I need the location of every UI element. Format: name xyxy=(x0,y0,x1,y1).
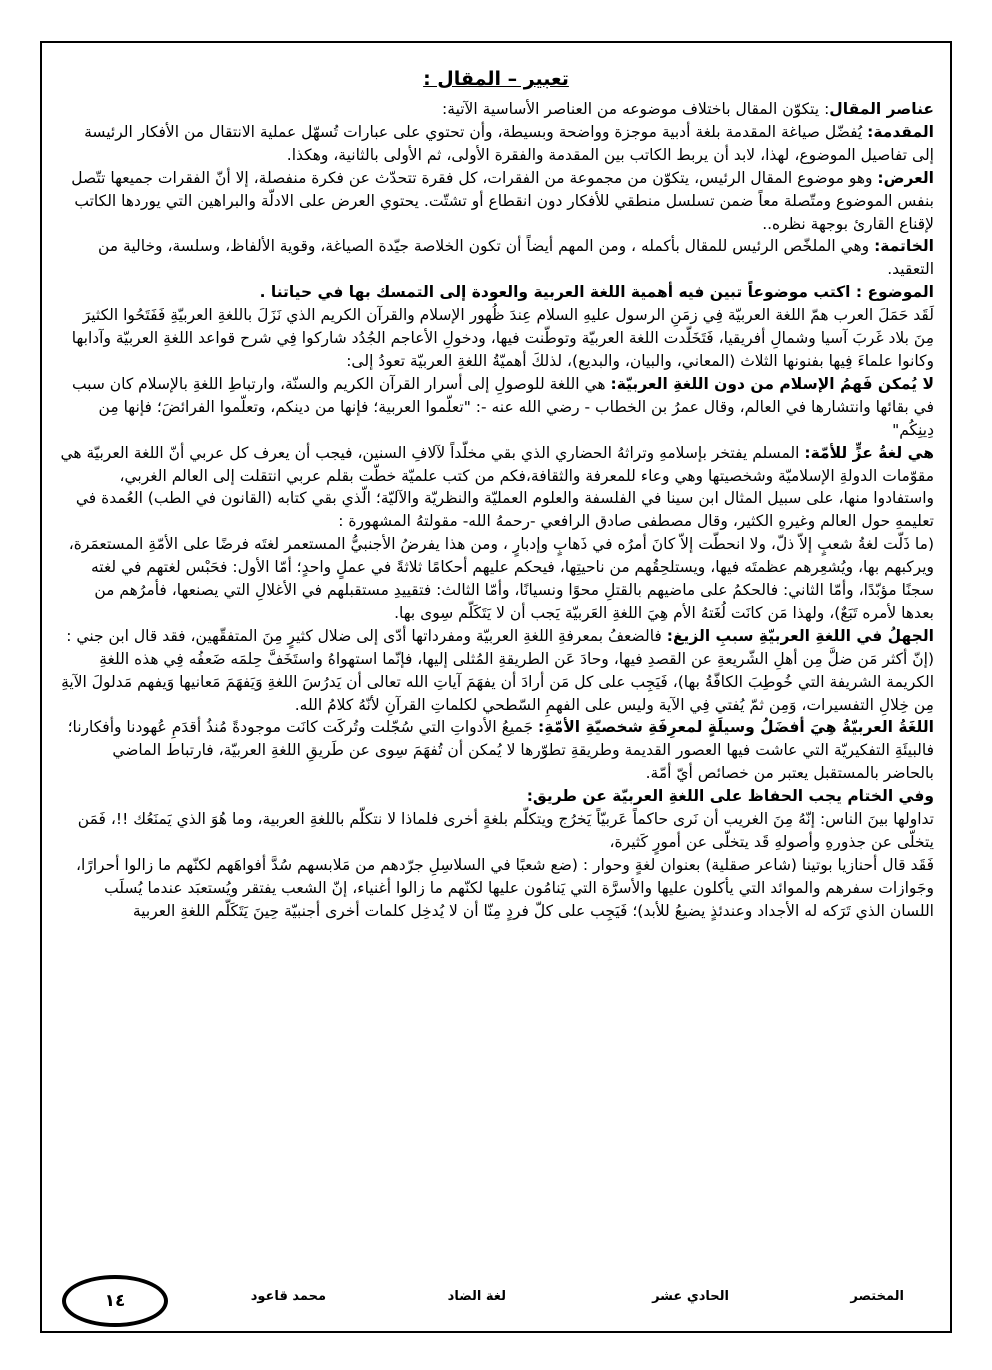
paragraph-heading: لا يُمكن فَهمُ الإسلام من دون اللغةِ العربيّة: xyxy=(610,374,934,393)
paragraph-heading: المقدمة: xyxy=(867,122,934,141)
paragraph xyxy=(58,785,934,808)
paragraph-heading: الموضوع : xyxy=(855,283,934,302)
paragraph-heading: العرض: xyxy=(877,168,934,187)
paragraph-heading: الخاتمة: xyxy=(874,237,934,256)
paragraphs xyxy=(58,98,934,923)
paragraph xyxy=(58,716,934,785)
paragraph-heading: وفي الختام يجب الحفاظ على اللغةِ العربيّة عن طريق: xyxy=(526,787,934,806)
page-footer xyxy=(58,1275,934,1325)
paragraph xyxy=(58,625,934,717)
paragraph-text: وهي الملخّص الرئيس للمقال بأكمله ، ومن المهم أيضاً أن تكون الخلاصة جيّدة الصياغة، وقوية الألفاظ، وسلسة، وخالية من التعقيد. xyxy=(97,237,934,279)
page-title: تعبير – المقال : xyxy=(423,68,569,90)
paragraph-heading: اللغَةُ العربيّةُ هِيَ أفضَلُ وسيلَةٍ لمعرِفَةِ شخصيّةِ الأمّةِ: xyxy=(538,718,934,737)
paragraph xyxy=(58,808,934,854)
document-body xyxy=(58,66,934,923)
footer-author: محمد قاعود xyxy=(250,1289,326,1304)
paragraph-heading: عناصر المقال xyxy=(829,100,934,118)
paragraph xyxy=(58,121,934,167)
footer-subject: المختصر xyxy=(850,1289,904,1304)
paragraph-heading: الجهلُ في اللغةِ العربيّةِ سببِ الزيغ: xyxy=(666,626,934,645)
paragraph xyxy=(58,304,934,373)
paragraph xyxy=(58,373,934,442)
paragraph xyxy=(58,281,934,304)
paragraph-text: جَميعُ الأدواتِ التي سُجّلت وتُركَت كانَت موجودةً مُنذُ أقدَمِ عُهودنا وأفكارنا؛ فالبيئَةِ التفكيريّة التي عاشت فيها العصور القديمة وطريقةِ تطوّرها لا يُمكن أن تُفهَمَ سِوى عن طَريقِ اللغةِ العربيّة، فارتباط الماضي بالحاضر بالمستقبل يعتبر من خصائص أيّ أمّة. xyxy=(67,718,934,783)
paragraph-text: اكتب موضوعاً تبين فيه أهمية اللغة العربية والعودة إلى التمسك بها في حياتنا . xyxy=(259,283,856,302)
paragraph-text: وهو موضوع المقال الرئيس، يتكوّن من مجموعة من الفقرات، كل فقرة تتحدّث عن فكرة منفصلة، إلا أنّ الفقرات جميعها تتّصل بنفس الموضوع ومتّصلة معاً ضمن تسلسل منطقي للأفكار دون انقطاع أو تشتّت. يحتوي العرض على الادلّة والبراهين التي يوردها الكاتب لإقناع القارئ بوجهة نظره.. xyxy=(71,168,934,233)
paragraph-text: تداولها بينَ الناس: إنّهُ مِنَ الغريب أن نَرى حاكماً عَربيّاً يَخرُج ويتكلّم بلغةٍ أخرى فلماذا لا نتكلّم باللغةِ العربية، وما هُوَ الذي يَمنَعُك !!، فَمَن يتخلّى عن جذورهِ وأصولهِ قَد يتخلّى عن أمورٍ كَثيرة، xyxy=(77,810,934,851)
paragraph-text: : يتكوّن المقال باختلاف موضوعه من العناصر الأساسية الآتية: xyxy=(442,100,830,118)
paragraph-text: فالضعفُ بمعرفةِ اللغةِ العربيّة ومفرداتها أدّى إلى ضلال كثيرٍ مِنَ المتفقّهين، فقد قال ابن جني : (إنّ أكثر مَن ضلَّ مِن أهلِ الشّريعةِ عن القصدِ فيها، وحادَ عَن الطريقةِ المُثلى إليها، فإنّما استهواهُ واستَخَفَّ حِلمَه ضَعفُه فِي هذه اللغةِ الكريمة الشريفة التي خُوطِبَ الكافّةُ بها)، فَيَجِب على كل مَن أرادَ أن يفهَمَ آياتِ الله تعالى أن يَدرُسَ اللغةِ وَيَفهَمَ مَعانيها وَيفهم مَدلولَ الآيةِ مِن خِلالِ التفسيرات، وَمِن ثمّ يُفتي فِي الآية وليس على الفهمِ السّطحي لكلماتِ القرآنِ لأنّهُ كلامُ الله. xyxy=(61,626,934,714)
paragraph-text: فَقَد قال أحنازيا بوتينا (شاعر صقلية) بعنوان لغةٍ وحوار : (ضع شعبًا في السلاسِلِ جرّدهم من مَلابسهم سُدَّ أفواهَهم لكنّهم ما زالوا أحرارًا، وجَوازات سفرهم والموائد التي يأكلون عليها والأسرَّة التي يَنامُون عليها لكنّهم ما زالوا أغنياء، إنّ الشعب يفتقر ويُستعبَد عندما يُسلَب اللسان الذي تَرَكه له الأجداد وعندئذٍ يضيعُ للأبد)؛ فَيَجِب على كلّ فردٍ مِنّا أن لا يُدخِل كلمات أخرى أجنبيّة حِينَ يَتَكَلّم اللغةِ العربية xyxy=(75,855,934,920)
paragraph-text: هي اللغة للوصولِ إلى أسرار القرآن الكريم والسنّة، وارتباطِ اللغةِ بالإسلام كان سبب في بقائها وانتشارها في العالم، وقال عمرُ بن الخطاب - رضي الله عنه -: "تعلّموا العربية؛ فإنها من دينكم، وتعلّموا الفرائضَ؛ فإنها مِن دِينِكُم" xyxy=(71,374,934,439)
page-number: ١٤ xyxy=(62,1275,168,1327)
paragraph xyxy=(58,442,934,534)
paragraph-heading: هي لغةُ عزٍّ للأمّة: xyxy=(804,443,934,462)
paragraph xyxy=(58,533,934,625)
paragraph xyxy=(58,167,934,236)
footer-grade: الحادي عشر xyxy=(652,1289,729,1304)
footer-book: لغة الضاد xyxy=(447,1289,506,1304)
paragraph-text: المسلم يفتخر بإسلامهِ وتراثهُ الحضاري الذي بقي مخلّداً لآلافِ السنين، فيجب أن يعرف كل عربي أنّ اللغة العربيّة هي مقوّمات الدولةِ الإسلاميّة وشخصيتها وهي وعاء للمعرفة والثقافة،فكم من كتب علميّة خطّت بقلم عربي انتقلت إلى العالم الغربي، واستفادوا منها، على سبيل المثال ابن سينا في الفلسفة والعلوم العمليّة والنظريّة والآليّة؛ الّذي بقي كتابه (القانون في الطب) العُمدة في تعليمهِ حول العالم وغيرهِ الكثير، وقال مصطفى صادق الرافعي -رحمهُ الله- مقولتهُ المشهورة : xyxy=(60,443,934,531)
paragraph xyxy=(58,98,934,121)
paragraph xyxy=(58,235,934,281)
paragraph-text: يُفضّل صياغة المقدمة بلغة أدبية موجزة وواضحة وبسيطة، وأن تحتوي على عبارات تُسهّل عملية الانتقال من الأفكار الرئيسة إلى تفاصيل الموضوع، لهذا، لابد أن يربط الكاتب بين المقدمة والفقرة الأولى، ثم الأولى بالثانية، وهكذا. xyxy=(84,122,934,164)
paragraph-text: لَقَد حَمَلَ العرب همّ اللغة العربيّة فِي زمَنِ الرسول عليهِ السلام عِندَ ظُهور الإسلام والقرآن الكريم الذي نَزَلَ باللغةِ العربيّةِ فَفَتَحُوا الكثيرَ مِنَ بلاد غَربَ آسيا وشمالِ أفريقيا، فَتَخَلّدت اللغة العربيّة وتوطّنت فيها، ودخولِ الأعاجم الجُدُد شاركوا فِي شرح قواعد اللغةِ العربيّة وآدابها وكانوا علماءَ فِيها بفنونها الثلاث (المعاني، والبيان، والبديع)، لذلكَ أهميّةُ اللغةِ العربيّة تعودُ إلى: xyxy=(71,306,934,370)
paragraph xyxy=(58,854,934,923)
paragraph-text: (ما ذَلّت لغةُ شعبٍ إلاّ ذلّ، ولا انحطّت إلاّ كانَ أمرُه في ذَهابٍ وإدبارٍ ، ومن هذا يفرضُ الأجنبيُّ المستعمر لغتَه فرضًا على الأمّةِ المستعمَرة، ويركبهم بها، ويُشعِرهم عظمتَه فيها، ويستلحِقُهم من ناحيتِها، فيحكم عليهم أحكامًا ثلاثةً في عملٍ واحدٍ؛ أمّا الأول: فحَبْس لغتهم في لغته سجنًا مؤبّدًا، وأمّا الثاني: فالحكمُ على ماضيهم بالقتلِ محوًا ونسيانًا، وأمّا الثالث: فتقييدِ مستقبلهم في الأغلالِ التي يصنعها، فأمرُهم من بعدها لأمره تَبَعٌ)، ولهذا مَن كانَت لُغَتهُ الأم هِيَ اللغةِ العَربيّة يَجب أن لا يَتَكَلّم سِوى بها. xyxy=(68,535,934,622)
